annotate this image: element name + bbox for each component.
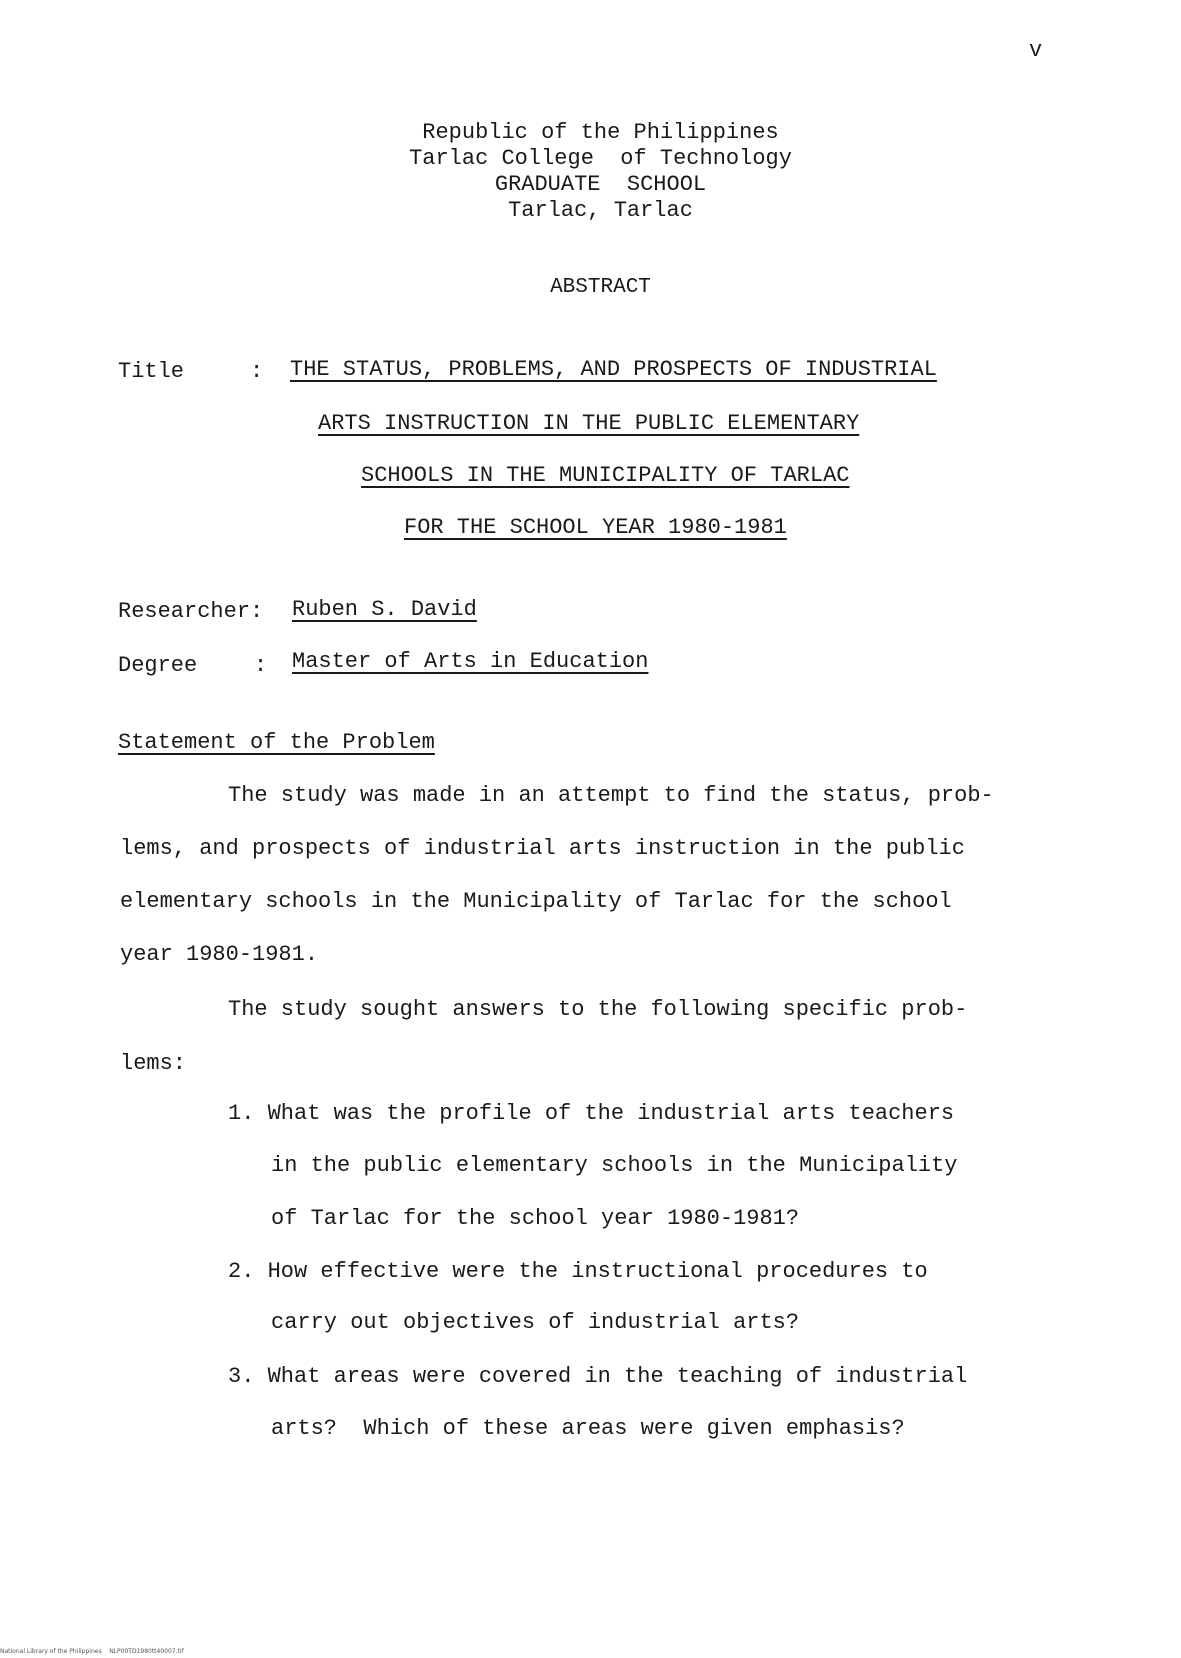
scan-footer: National Library of the Philippines NLP00TD1980tt40007.tif	[0, 1648, 184, 1655]
paragraph-2-line-1: The study sought answers to the following specific prob-	[228, 997, 968, 1022]
question-1-line-2: in the public elementary schools in the Municipality	[271, 1153, 958, 1178]
statement-heading: Statement of the Problem	[118, 730, 435, 755]
question-2-line-2: carry out objectives of industrial arts?	[271, 1310, 800, 1335]
question-2-line-1: 2. How effective were the instructional procedures to	[228, 1259, 928, 1284]
header-college: Tarlac College of Technology	[409, 146, 792, 171]
title-line-4: FOR THE SCHOOL YEAR 1980-1981	[404, 515, 787, 540]
paragraph-2-line-2: lems:	[120, 1051, 187, 1076]
title-colon: :	[250, 359, 264, 384]
researcher-label: Researcher:	[118, 599, 264, 624]
title-label: Title	[118, 359, 185, 384]
degree-colon: :	[254, 653, 268, 678]
question-3-line-1: 3. What areas were covered in the teaching of industrial	[228, 1364, 968, 1389]
researcher-name: Ruben S. David	[292, 597, 477, 622]
header-location: Tarlac, Tarlac	[508, 198, 693, 223]
header-graduate-school: GRADUATE SCHOOL	[494, 172, 707, 197]
question-3-line-2: arts? Which of these areas were given emphasis?	[271, 1416, 905, 1441]
question-1-line-3: of Tarlac for the school year 1980-1981?	[271, 1206, 800, 1231]
title-line-3: SCHOOLS IN THE MUNICIPALITY OF TARLAC	[361, 463, 850, 488]
paragraph-1-line-3: elementary schools in the Municipality of Tarlac for the school	[120, 889, 952, 914]
header-republic: Republic of the Philippines	[422, 120, 779, 145]
degree-label: Degree	[118, 653, 198, 678]
page-number: v	[1029, 38, 1043, 63]
paragraph-1-line-4: year 1980-1981.	[120, 942, 319, 967]
title-line-2: ARTS INSTRUCTION IN THE PUBLIC ELEMENTARY	[318, 411, 860, 436]
abstract-heading: ABSTRACT	[550, 276, 651, 299]
question-1-line-1: 1. What was the profile of the industrial arts teachers	[228, 1101, 955, 1126]
degree-value: Master of Arts in Education	[292, 649, 649, 674]
paragraph-1-line-2: lems, and prospects of industrial arts instruction in the public	[120, 836, 965, 861]
title-line-1: THE STATUS, PROBLEMS, AND PROSPECTS OF INDUSTRIAL	[290, 357, 937, 382]
paragraph-1-line-1: The study was made in an attempt to find the status, prob-	[228, 783, 994, 808]
